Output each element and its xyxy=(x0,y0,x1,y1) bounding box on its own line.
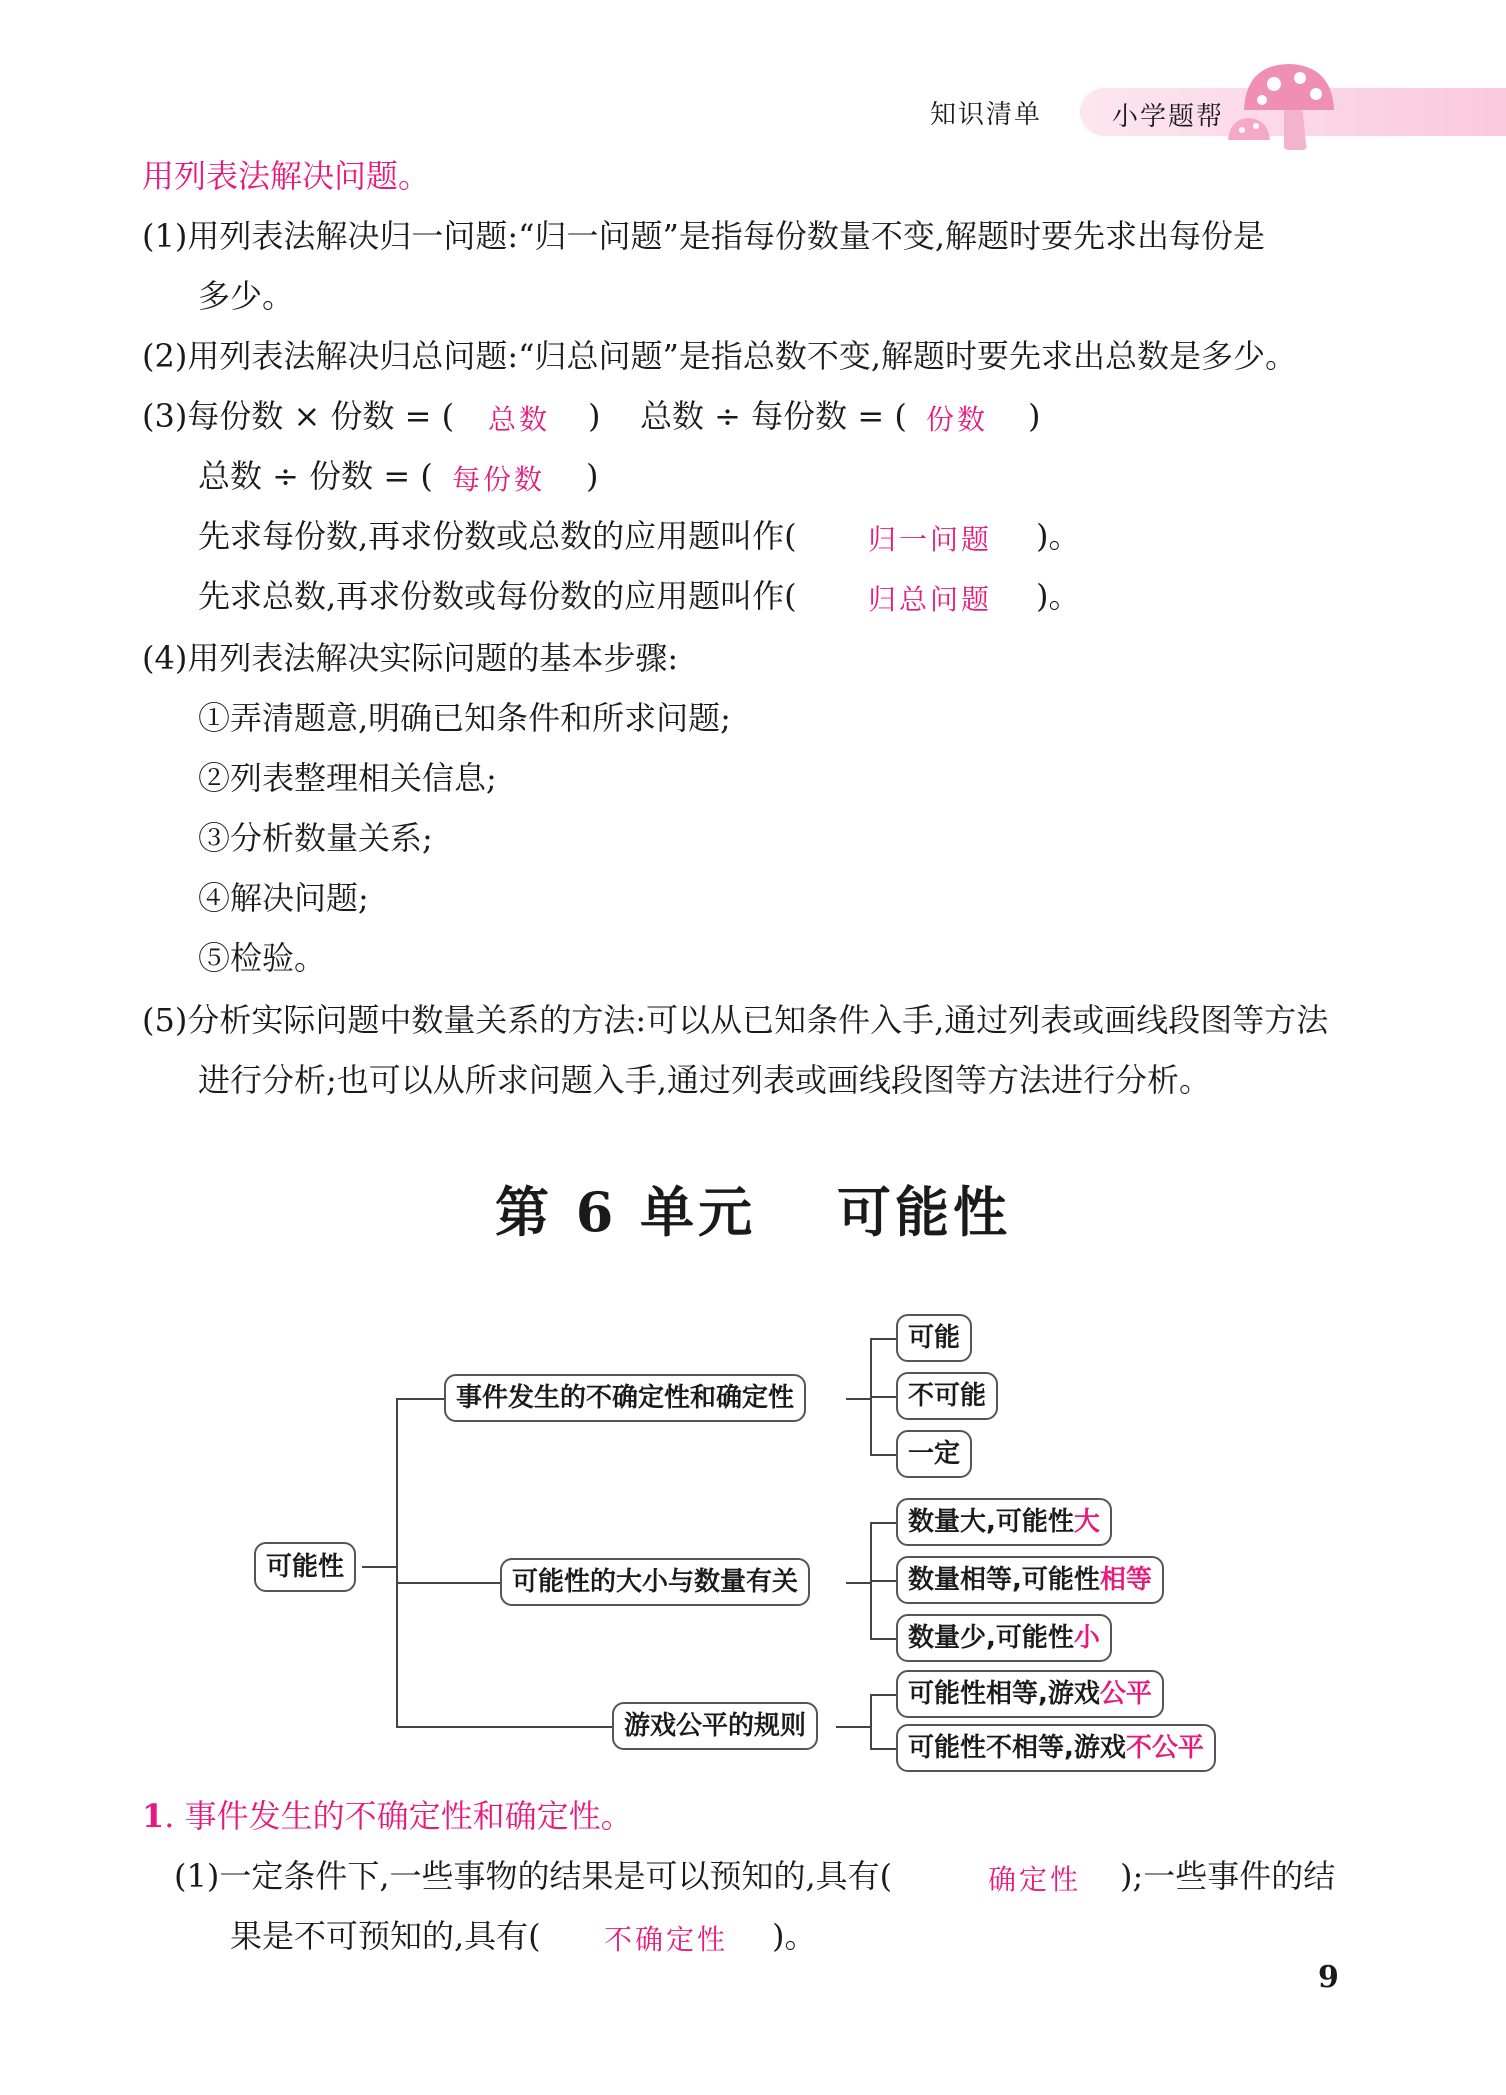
header-brand-label: 小学题帮 xyxy=(1112,102,1225,132)
formula1-prefix: (3)每份数 × 份数 = ( xyxy=(142,397,455,435)
statement1-suffix: )。 xyxy=(1036,517,1081,555)
mindmap-leaf-more: 数量大,可能性大 xyxy=(896,1498,1112,1546)
step-1: ①弄清题意,明确已知条件和所求问题; xyxy=(198,699,731,737)
item4-title: (4)用列表法解决实际问题的基本步骤: xyxy=(142,639,679,677)
connector xyxy=(396,1726,612,1728)
section-b-line1-prefix: (1)一定条件下,一些事物的结果是可以预知的,具有( xyxy=(174,1857,893,1895)
step-3: ③分析数量关系; xyxy=(198,819,433,857)
mindmap-leaf-certain: 一定 xyxy=(896,1430,972,1478)
section-b-line1-suffix: );一些事件的结 xyxy=(1120,1857,1336,1895)
connector xyxy=(870,1580,896,1582)
formula1-suffix: ) xyxy=(588,397,601,435)
connector xyxy=(846,1398,872,1400)
section-b-line2-answer: 不确定性 xyxy=(604,1923,729,1956)
item2-text: (2)用列表法解决归总问题:“归总问题”是指总数不变,解题时要先求出总数是多少。 xyxy=(142,337,1298,375)
section-heading: 用列表法解决问题。 xyxy=(142,157,431,195)
connector xyxy=(870,1454,896,1456)
section-b-line1-answer: 确定性 xyxy=(988,1863,1082,1896)
mindmap-leaf-less: 数量少,可能性小 xyxy=(896,1614,1112,1662)
statement2-prefix: 先求总数,再求份数或每份数的应用题叫作( xyxy=(198,577,797,615)
mindmap-leaf-fair: 可能性相等,游戏公平 xyxy=(896,1670,1164,1718)
mindmap-leaf-impossible: 不可能 xyxy=(896,1372,998,1420)
mindmap-branch-likelihood: 可能性的大小与数量有关 xyxy=(500,1558,810,1606)
item1-line1: (1)用列表法解决归一问题:“归一问题”是指每份数量不变,解题时要先求出每份是 xyxy=(142,217,1266,255)
formula2-suffix: ) xyxy=(1028,397,1041,435)
connector xyxy=(846,1582,872,1584)
connector xyxy=(396,1398,398,1728)
formula3-prefix: 总数 ÷ 份数 = ( xyxy=(198,457,433,495)
step-2: ②列表整理相关信息; xyxy=(198,759,497,797)
connector xyxy=(836,1726,872,1728)
connector xyxy=(870,1694,872,1750)
mindmap-leaf-equal: 数量相等,可能性相等 xyxy=(896,1556,1164,1604)
mindmap-branch-certainty: 事件发生的不确定性和确定性 xyxy=(444,1374,806,1422)
formula1-answer: 总数 xyxy=(488,403,551,436)
connector xyxy=(870,1338,896,1340)
unit-title: 第 6 单元 可能性 xyxy=(495,1180,1011,1244)
formula3-answer: 每份数 xyxy=(452,463,546,496)
step-4: ④解决问题; xyxy=(198,879,369,917)
item5-line2: 进行分析;也可以从所求问题入手,通过列表或画线段图等方法进行分析。 xyxy=(198,1061,1211,1099)
formula2-prefix: 总数 ÷ 每份数 = ( xyxy=(640,397,907,435)
connector xyxy=(870,1694,896,1696)
mushroom-icon xyxy=(1224,56,1344,152)
section-b-line2-prefix: 果是不可预知的,具有( xyxy=(230,1917,541,1955)
connector xyxy=(362,1566,398,1568)
connector xyxy=(870,1522,896,1524)
section-b-line2-suffix: )。 xyxy=(772,1917,817,1955)
section-b-heading: 1. 事件发生的不确定性和确定性。 xyxy=(142,1797,633,1835)
mindmap-leaf-unfair: 可能性不相等,游戏不公平 xyxy=(896,1724,1216,1772)
formula3-suffix: ) xyxy=(586,457,599,495)
connector xyxy=(870,1748,896,1750)
item1-line2: 多少。 xyxy=(198,277,295,315)
mindmap-root: 可能性 xyxy=(254,1542,356,1592)
statement2-suffix: )。 xyxy=(1036,577,1081,615)
statement1-answer: 归一问题 xyxy=(868,523,993,556)
step-5: ⑤检验。 xyxy=(198,939,327,977)
page-number: 9 xyxy=(1318,1960,1339,1995)
connector xyxy=(870,1396,896,1398)
header-knowledge-label: 知识清单 xyxy=(930,100,1043,130)
connector xyxy=(870,1638,896,1640)
statement1-prefix: 先求每份数,再求份数或总数的应用题叫作( xyxy=(198,517,797,555)
statement2-answer: 归总问题 xyxy=(868,583,993,616)
mindmap-branch-fairness: 游戏公平的规则 xyxy=(612,1702,818,1750)
formula2-answer: 份数 xyxy=(926,403,989,436)
item5-line1: (5)分析实际问题中数量关系的方法:可以从已知条件入手,通过列表或画线段图等方法 xyxy=(142,1001,1329,1039)
connector xyxy=(396,1582,500,1584)
connector xyxy=(396,1398,444,1400)
mindmap-leaf-possible: 可能 xyxy=(896,1314,972,1362)
